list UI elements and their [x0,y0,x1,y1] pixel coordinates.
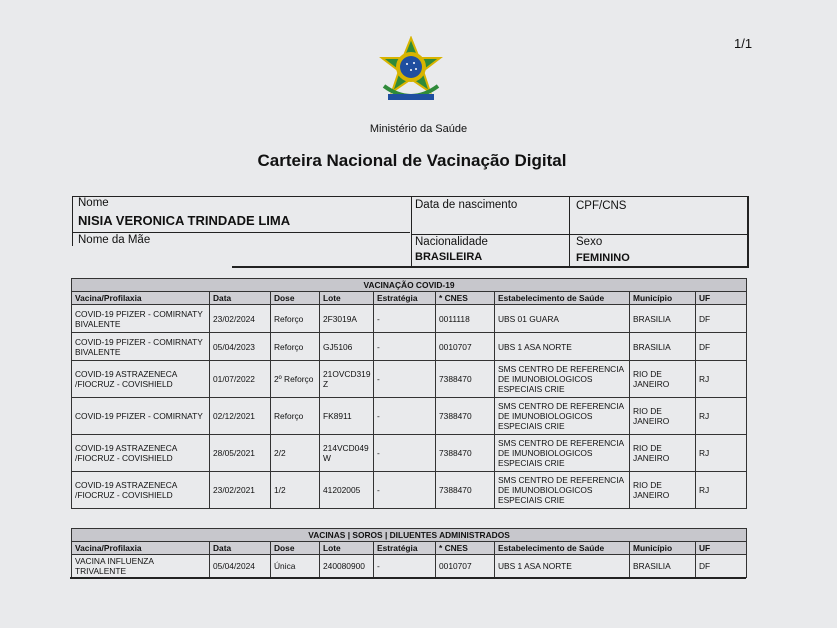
other-cell: Única [271,555,320,578]
covid-cell: BRASILIA [630,305,696,333]
covid-cell: SMS CENTRO DE REFERENCIA DE IMUNOBIOLOGICOS ESPECIAIS CRIE [495,361,630,398]
other-cell: UBS 1 ASA NORTE [495,555,630,578]
covid-table-row [72,305,747,333]
covid-header-cell: Município [630,292,696,305]
covid-cell: 21OVCD319 Z [320,361,374,398]
covid-cell: 0011118 [436,305,495,333]
other-header-cell: Data [210,542,271,555]
covid-cell: 2/2 [271,435,320,472]
covid-cell: 7388470 [436,398,495,435]
other-header-cell: Município [630,542,696,555]
covid-cell: 7388470 [436,435,495,472]
other-header-cell: Estratégia [374,542,436,555]
other-cell: VACINA INFLUENZA TRIVALENTE [72,555,210,578]
covid-cell: GJ5106 [320,333,374,361]
covid-cell: RIO DE JANEIRO [630,472,696,509]
document-title: Carteira Nacional de Vacinação Digital [257,151,567,170]
covid-cell: Reforço [271,398,320,435]
covid-cell: BRASILIA [630,333,696,361]
other-cell: 240080900 [320,555,374,578]
covid-header-cell: Estratégia [374,292,436,305]
other-cell: 0010707 [436,555,495,578]
other-vaccines-table [71,528,747,578]
covid-cell: COVID-19 ASTRAZENECA /FIOCRUZ - COVISHIELD [72,472,210,509]
mother-name-label: Nome da Mãe [78,234,151,246]
covid-cell: Reforço [271,333,320,361]
covid-cell: 0010707 [436,333,495,361]
other-header-cell: Lote [320,542,374,555]
covid-cell: - [374,333,436,361]
other-header-cell: UF [696,542,747,555]
covid-cell: RIO DE JANEIRO [630,435,696,472]
covid-cell: SMS CENTRO DE REFERENCIA DE IMUNOBIOLOGICOS ESPECIAIS CRIE [495,435,630,472]
other-header-cell: Dose [271,542,320,555]
covid-cell: 41202005 [320,472,374,509]
covid-cell: DF [696,305,747,333]
sex-value: FEMININO [576,252,630,264]
bottom-rule [70,577,746,579]
covid-table-row [72,333,747,361]
covid-cell: COVID-19 PFIZER - COMIRNATY BIVALENTE [72,333,210,361]
covid-cell: RJ [696,398,747,435]
covid-cell: COVID-19 PFIZER - COMIRNATY BIVALENTE [72,305,210,333]
covid-cell: RIO DE JANEIRO [630,398,696,435]
name-label: Nome [78,197,109,209]
covid-cell: COVID-19 ASTRAZENECA /FIOCRUZ - COVISHIELD [72,435,210,472]
covid-header-cell: Lote [320,292,374,305]
page-number: 1/1 [734,36,753,51]
brazil-coat-of-arms-emblem [372,36,450,108]
covid-cell: UBS 01 GUARA [495,305,630,333]
covid-header-cell: Data [210,292,271,305]
covid-cell: - [374,398,436,435]
ministry-name: Ministério da Saúde [369,123,468,135]
covid-header-cell: UF [696,292,747,305]
covid-cell: 7388470 [436,472,495,509]
covid-cell: RJ [696,435,747,472]
covid-cell: 02/12/2021 [210,398,271,435]
covid-cell: 28/05/2021 [210,435,271,472]
other-header-cell: Estabelecimento de Saúde [495,542,630,555]
covid-cell: 7388470 [436,361,495,398]
covid-header-cell: Estabelecimento de Saúde [495,292,630,305]
other-header-cell: Vacina/Profilaxia [72,542,210,555]
covid-cell: - [374,435,436,472]
other-cell: BRASILIA [630,555,696,578]
nationality-value: BRASILEIRA [415,251,483,263]
covid-vaccination-table [71,278,747,509]
cpf-cns-label: CPF/CNS [576,200,627,212]
covid-cell: FK8911 [320,398,374,435]
covid-cell: - [374,305,436,333]
other-cell: DF [696,555,747,578]
covid-cell: 23/02/2021 [210,472,271,509]
covid-table-row [72,435,747,472]
covid-cell: - [374,472,436,509]
birth-date-label: Data de nascimento [415,199,518,211]
covid-cell: 2º Reforço [271,361,320,398]
covid-cell: - [374,361,436,398]
covid-table-row [72,398,747,435]
nationality-label: Nacionalidade [415,236,488,248]
covid-cell: SMS CENTRO DE REFERENCIA DE IMUNOBIOLOGICOS ESPECIAIS CRIE [495,472,630,509]
covid-header-cell: * CNES [436,292,495,305]
other-table-row [72,555,747,578]
personal-info-box [72,196,748,268]
covid-cell: DF [696,333,747,361]
other-header-cell: * CNES [436,542,495,555]
covid-cell: Reforço [271,305,320,333]
covid-header-cell: Vacina/Profilaxia [72,292,210,305]
covid-cell: COVID-19 PFIZER - COMIRNATY [72,398,210,435]
covid-cell: 214VCD049 W [320,435,374,472]
covid-cell: RJ [696,472,747,509]
covid-cell: 23/02/2024 [210,305,271,333]
other-cell: 05/04/2024 [210,555,271,578]
covid-header-cell: Dose [271,292,320,305]
covid-cell: SMS CENTRO DE REFERENCIA DE IMUNOBIOLOGICOS ESPECIAIS CRIE [495,398,630,435]
other-table-caption: VACINAS | SOROS | DILUENTES ADMINISTRADOS [72,529,747,542]
covid-cell: RIO DE JANEIRO [630,361,696,398]
covid-table-row [72,472,747,509]
name-value: NISIA VERONICA TRINDADE LIMA [78,213,291,228]
covid-cell: 01/07/2022 [210,361,271,398]
covid-cell: RJ [696,361,747,398]
covid-cell: 2F3019A [320,305,374,333]
covid-table-row [72,361,747,398]
other-cell: - [374,555,436,578]
covid-cell: 1/2 [271,472,320,509]
covid-cell: COVID-19 ASTRAZENECA /FIOCRUZ - COVISHIELD [72,361,210,398]
covid-table-caption: VACINAÇÃO COVID-19 [72,279,747,292]
covid-cell: 05/04/2023 [210,333,271,361]
sex-label: Sexo [576,236,603,248]
covid-cell: UBS 1 ASA NORTE [495,333,630,361]
